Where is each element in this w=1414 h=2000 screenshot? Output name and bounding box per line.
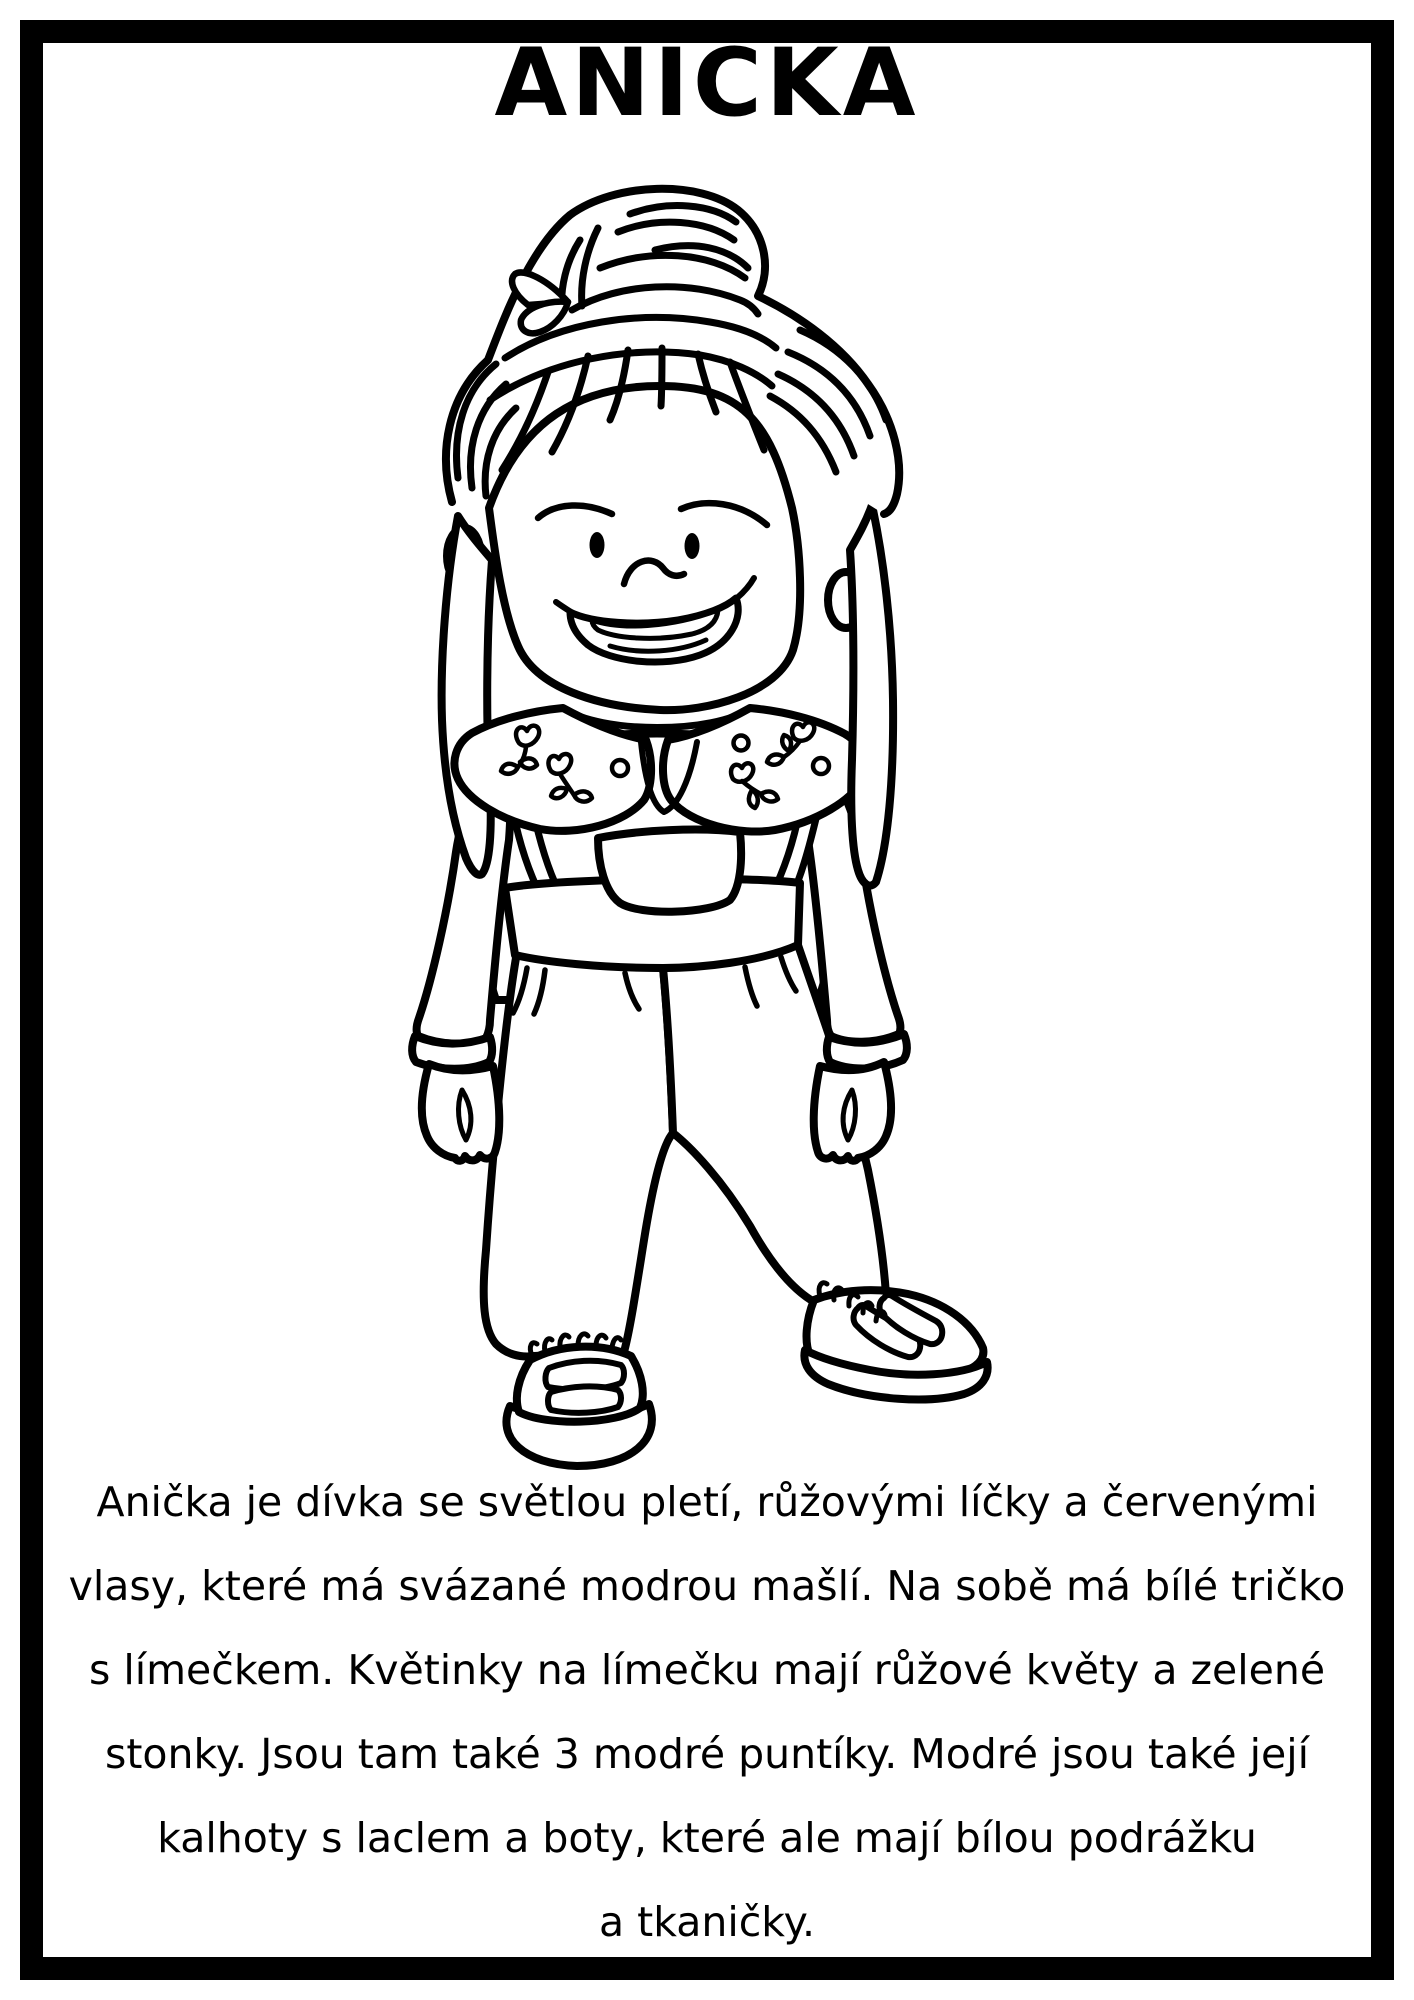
story-paragraph <box>52 1460 1362 1964</box>
story-line: vlasy, které má svázané modrou mašlí. Na sobě má bílé tričko <box>68 1562 1346 1610</box>
story-line: stonky. Jsou tam také 3 modré puntíky. Modré jsou také její <box>104 1730 1310 1778</box>
left-hair-strand <box>442 516 492 875</box>
bib-pocket <box>598 830 741 912</box>
girl-coloring-illustration <box>400 170 1020 1480</box>
story-line: Anička je dívka se světlou pletí, růžovými líčky a červenými <box>96 1478 1318 1526</box>
right-hair-strand <box>850 505 893 886</box>
right-cuff <box>827 1034 907 1069</box>
story-line: kalhoty s laclem a boty, které ale mají bílou podrážku <box>157 1814 1257 1862</box>
story-line: s límečkem. Květinky na límečku mají růžové květy a zelené <box>88 1646 1326 1694</box>
page-title: ANIČKA <box>494 29 920 138</box>
left-eye <box>590 532 605 558</box>
right-hand <box>814 1062 891 1161</box>
left-shoe-strap-2 <box>548 1386 621 1412</box>
hair-stripe <box>661 348 662 406</box>
story-line: a tkaničky. <box>598 1898 816 1946</box>
left-cuff <box>412 1036 492 1069</box>
right-eye <box>685 533 700 559</box>
